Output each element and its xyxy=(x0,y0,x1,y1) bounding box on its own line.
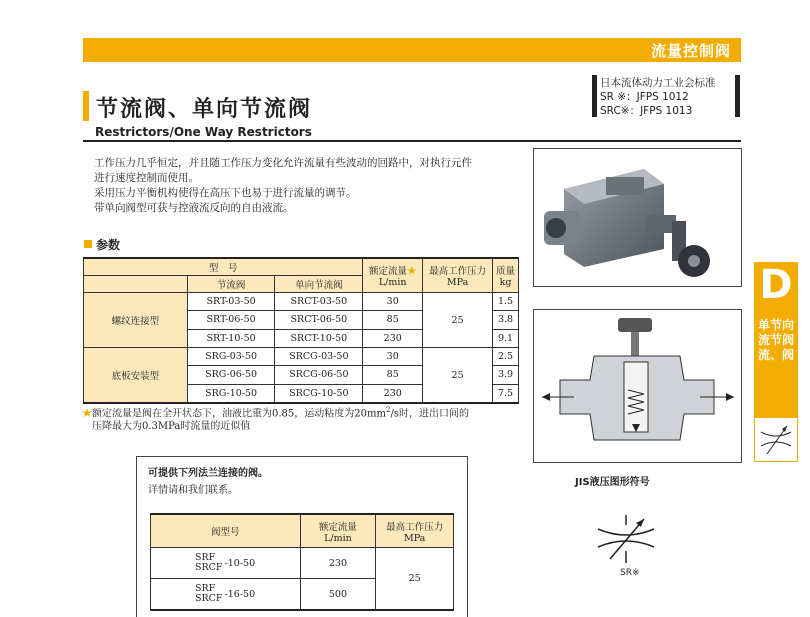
header-blank xyxy=(84,276,188,293)
table-row: SRT-06-50 SRCT-06-50 85 3.8 xyxy=(84,311,519,329)
table-row: SRF SRCF -10-50 230 25 xyxy=(151,548,454,579)
description-line: 工作压力几乎恒定，并且随工作压力变化允许流量有些波动的回路中，对执行元件 xyxy=(94,157,472,169)
bracket-left xyxy=(592,75,597,117)
footnote: ★额定流量是阀在全开状态下，油液比重为0.85，运动粘度为$20mm^2/s$时，进出口间的 压降最大为0.3MPa时流量的近似值 xyxy=(82,406,469,433)
side-tab-letter: D xyxy=(759,262,793,308)
spec-table xyxy=(83,257,519,404)
group-threaded: 螺纹连接型 xyxy=(84,293,188,348)
description-line: 采用压力平衡机构使得在高压下也易于进行流量的调节。 xyxy=(94,187,357,199)
params-heading: 参数 xyxy=(84,236,120,253)
description-line: 进行速度控制而使用。 xyxy=(94,172,199,184)
table-row: SRG-10-50 SRCG-10-50 230 7.5 xyxy=(84,384,519,403)
flange-subtitle: 详情请和我们联系。 xyxy=(148,485,238,496)
page-title-english: Restrictors/One Way Restrictors xyxy=(95,125,312,139)
pressure-cell: 25 xyxy=(423,348,493,404)
header-restrictor: 节流阀 xyxy=(187,276,275,293)
star-icon: ★ xyxy=(82,408,92,420)
standard-line-2: SR ※：JFPS 1012 xyxy=(600,91,689,103)
flange-header-flow: 额定流量 L/min xyxy=(300,514,376,548)
symbol-label: JIS液压图形符号 xyxy=(575,477,650,488)
title-accent-rule xyxy=(83,91,89,121)
flange-model: SRF SRCF -10-50 xyxy=(151,548,301,579)
header-max-pressure: 最高工作压力 MPa xyxy=(423,258,493,293)
flange-header-model: 阀型号 xyxy=(151,514,301,548)
side-tab-text: 单节向流节阀流、阀 xyxy=(758,318,795,362)
section-title: 流量控制阀 xyxy=(650,42,731,60)
side-tab-symbol xyxy=(754,417,798,462)
header-one-way: 单向节流阀 xyxy=(275,276,363,293)
cross-section-drawing xyxy=(533,309,742,463)
flange-pressure: 25 xyxy=(376,548,454,611)
table-row: SRG-06-50 SRCG-06-50 85 3.9 xyxy=(84,366,519,384)
flange-table xyxy=(150,513,454,611)
standard-box xyxy=(592,75,740,119)
table-row: SRT-10-50 SRCT-10-50 230 9.1 xyxy=(84,329,519,347)
header-rated-flow: 额定流量★ L/min xyxy=(363,258,423,293)
table-row: SRF SRCF -16-50 500 xyxy=(151,579,454,611)
header-model: 型 号 xyxy=(84,258,363,276)
flange-header-pressure: 最高工作压力 MPa xyxy=(376,514,454,548)
cross-section-icon xyxy=(534,310,741,462)
restrictor-symbol-icon xyxy=(596,515,656,563)
title-divider xyxy=(83,140,741,142)
header-mass: 质量 kg xyxy=(493,258,519,293)
group-subplate: 底板安装型 xyxy=(84,348,188,404)
symbol-name: SR※ xyxy=(620,568,640,578)
table-row: 螺纹连接型 SRT-03-50 SRCT-03-50 30 25 1.5 xyxy=(84,293,519,311)
page-title: 节流阀、单向节流阀 xyxy=(96,97,313,122)
valve-photo-icon xyxy=(534,149,741,286)
flange-title: 可提供下列法兰连接的阀。 xyxy=(148,468,268,479)
pressure-cell: 25 xyxy=(423,293,493,348)
square-bullet-icon xyxy=(84,240,92,248)
restrictor-symbol-icon xyxy=(755,418,797,461)
standard-line-3: SRC※：JFPS 1013 xyxy=(600,105,693,117)
product-photo xyxy=(533,148,742,287)
description xyxy=(94,156,524,216)
flange-model: SRF SRCF -16-50 xyxy=(151,579,301,611)
bracket-right xyxy=(735,75,740,117)
description-line: 带单向阀型可获与控液流反向的自由液流。 xyxy=(94,202,294,214)
table-row: 底板安装型 SRG-03-50 SRCG-03-50 30 25 2.5 xyxy=(84,348,519,366)
standard-line-1: 日本流体动力工业会标准 xyxy=(600,77,716,89)
section-header-bar xyxy=(83,38,741,62)
